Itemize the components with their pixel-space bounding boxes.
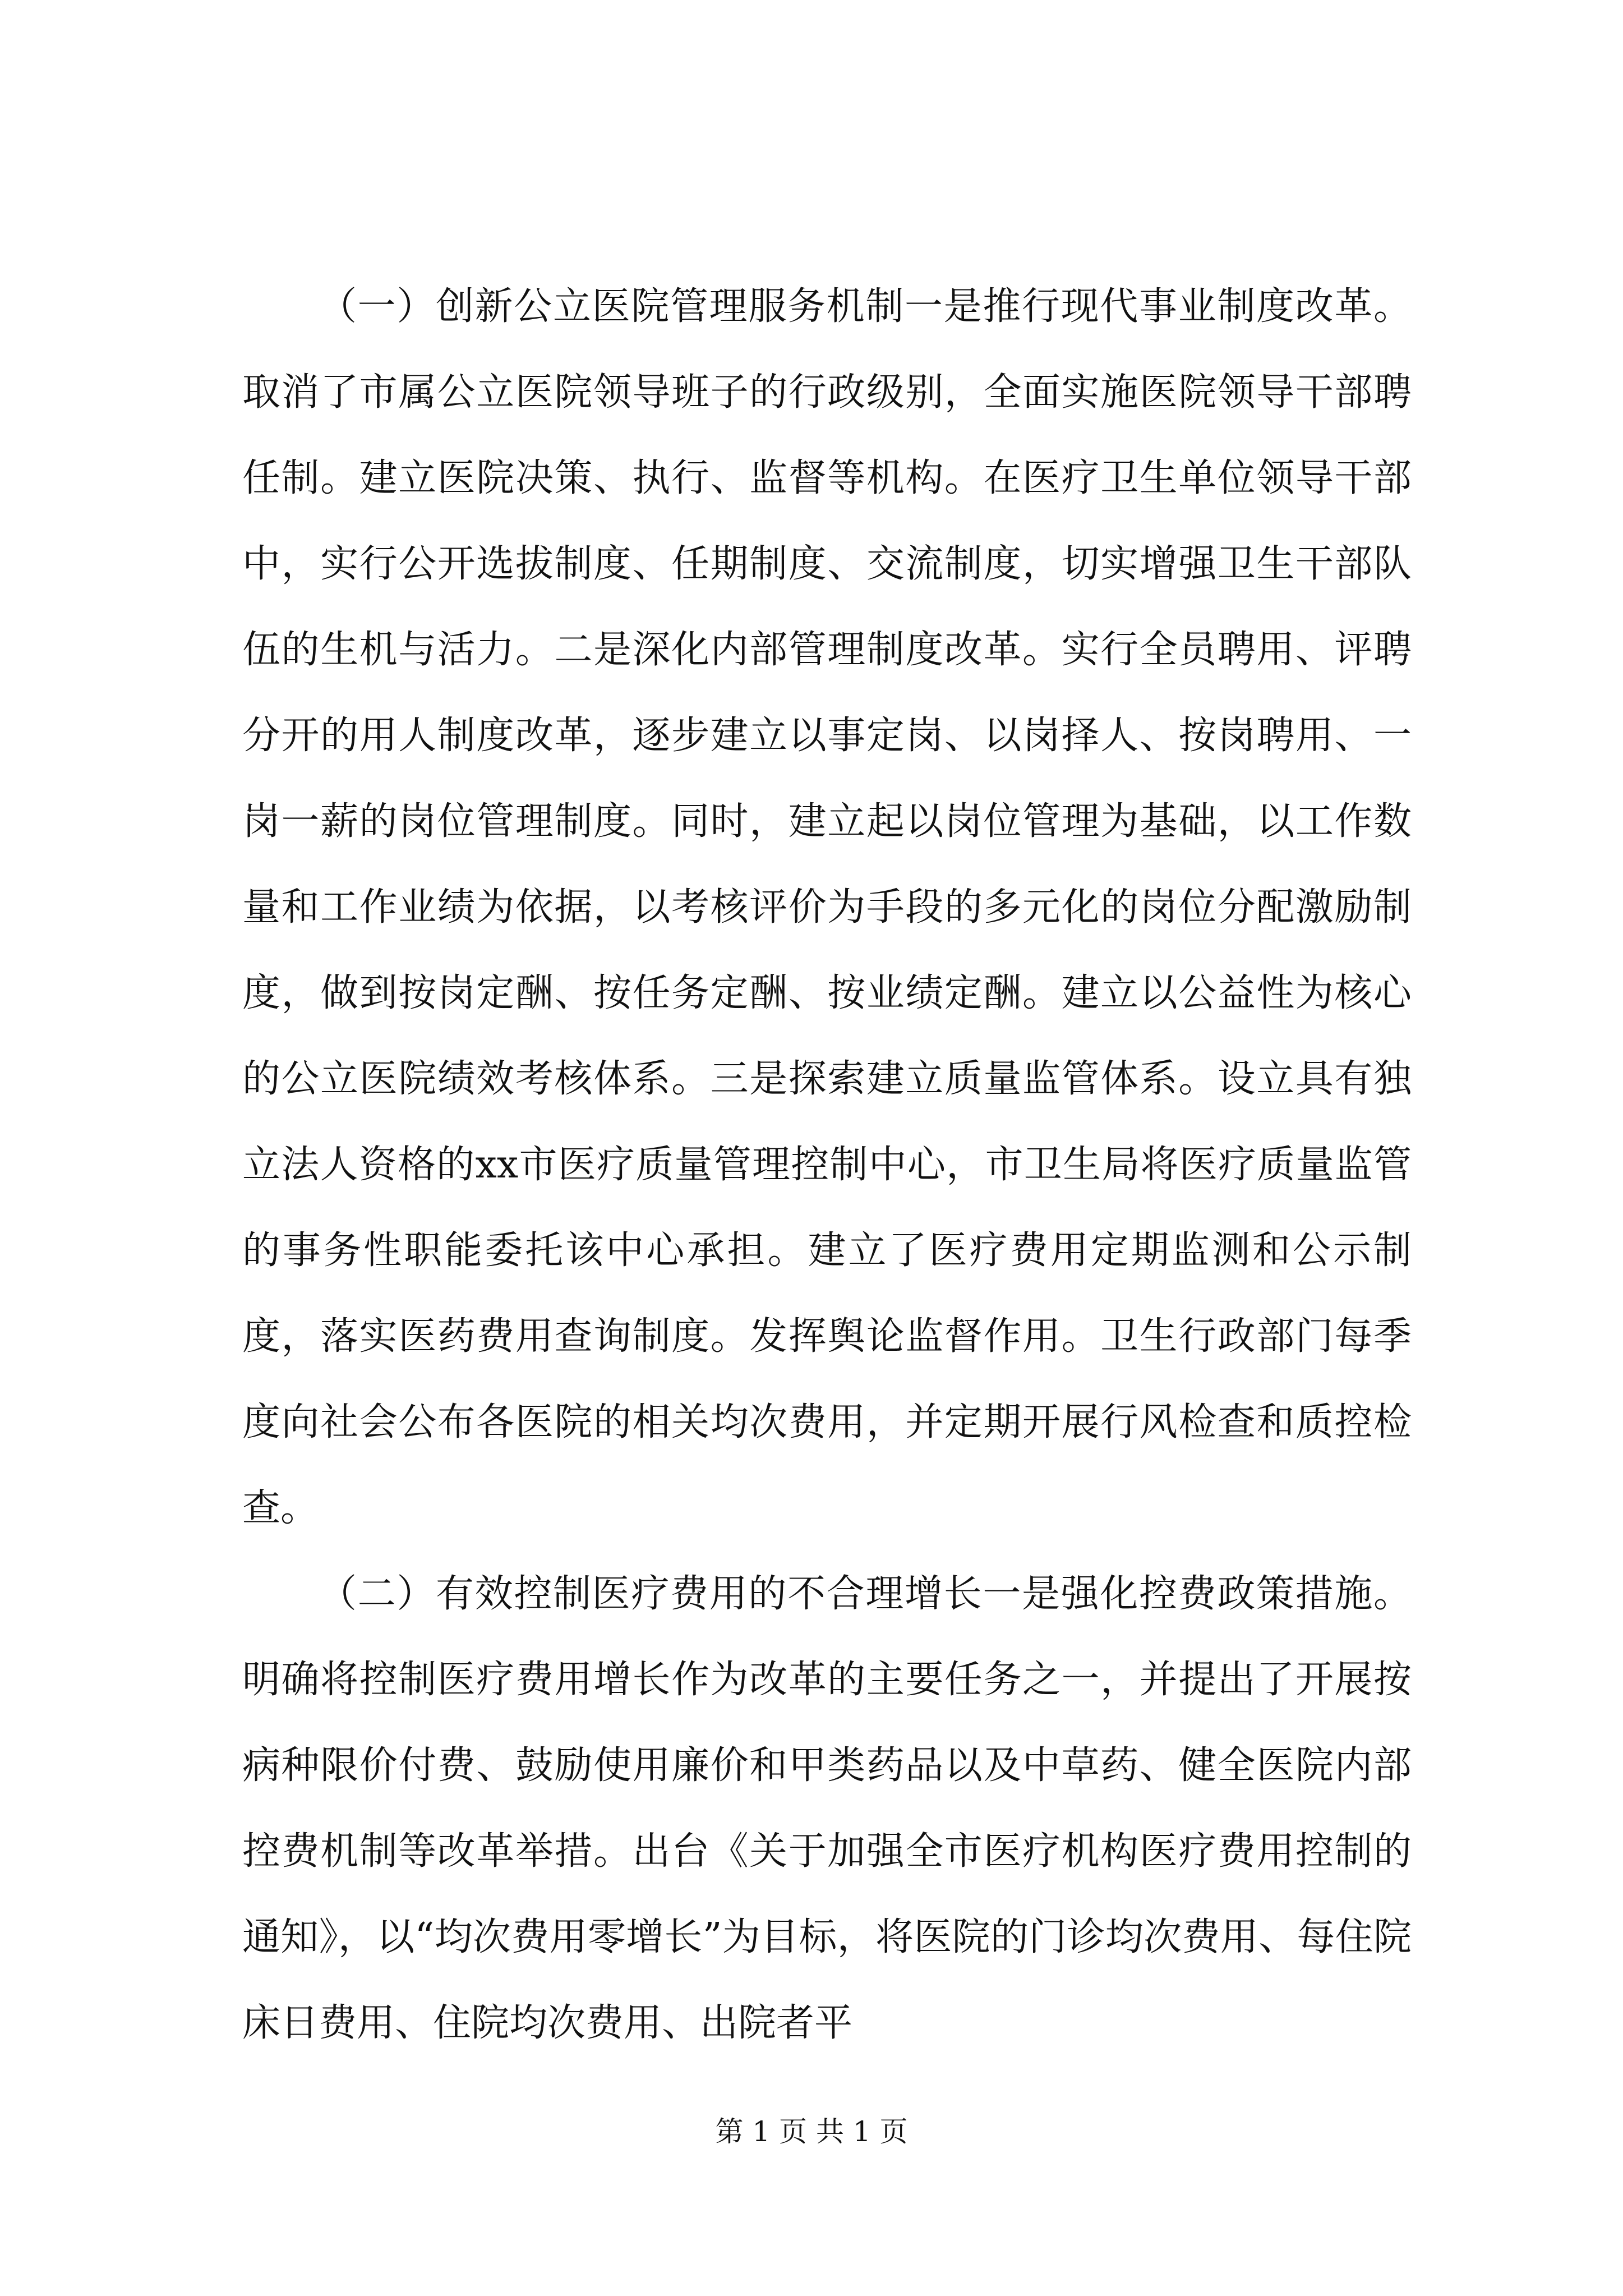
body-text <box>242 264 1412 2066</box>
page-footer: 第 1 页 共 1 页 <box>715 2115 908 2148</box>
paragraph-1: （一）创新公立医院管理服务机制一是推行现代事业制度改革。取消了市属公立医院领导班子的行政级别，全面实施医院领导干部聘任制。建立医院决策、执行、监督等机构。在医疗卫生单位领导干部中，实行公开选拔制度、任期制度、交流制度，切实增强卫生干部队伍的生机与活力。二是深化内部管理制度改革。实行全员聘用、评聘分开的用人制度改革，逐步建立以事定岗、以岗择人、按岗聘用、一岗一薪的岗位管理制度。同时，建立起以岗位管理为基础，以工作数量和工作业绩为依据，以考核评价为手段的多元化的岗位分配激励制度，做到按岗定酬、按任务定酬、按业绩定酬。建立以公益性为核心的公立医院绩效考核体系。三是探索建立质量监管体系。设立具有独立法人资格的xx市医疗质量管理控制中心，市卫生局将医疗质量监管的事务性职能委托该中心承担。建立了医疗费用定期监测和公示制度，落实医药费用查询制度。发挥舆论监督作用。卫生行政部门每季度向社会公布各医院的相关均次费用，并定期开展行风检查和质控检查。 <box>242 284 1412 1530</box>
paragraph-2: （二）有效控制医疗费用的不合理增长一是强化控费政策措施。明确将控制医疗费用增长作为改革的主要任务之一，并提出了开展按病种限价付费、鼓励使用廉价和甲类药品以及中草药、健全医院内部控费机制等改革举措。出台《关于加强全市医疗机构医疗费用控制的通知》，以“均次费用零增长”为目标，将医院的门诊均次费用、每住院床日费用、住院均次费用、出院者平 <box>242 1572 1412 2045</box>
